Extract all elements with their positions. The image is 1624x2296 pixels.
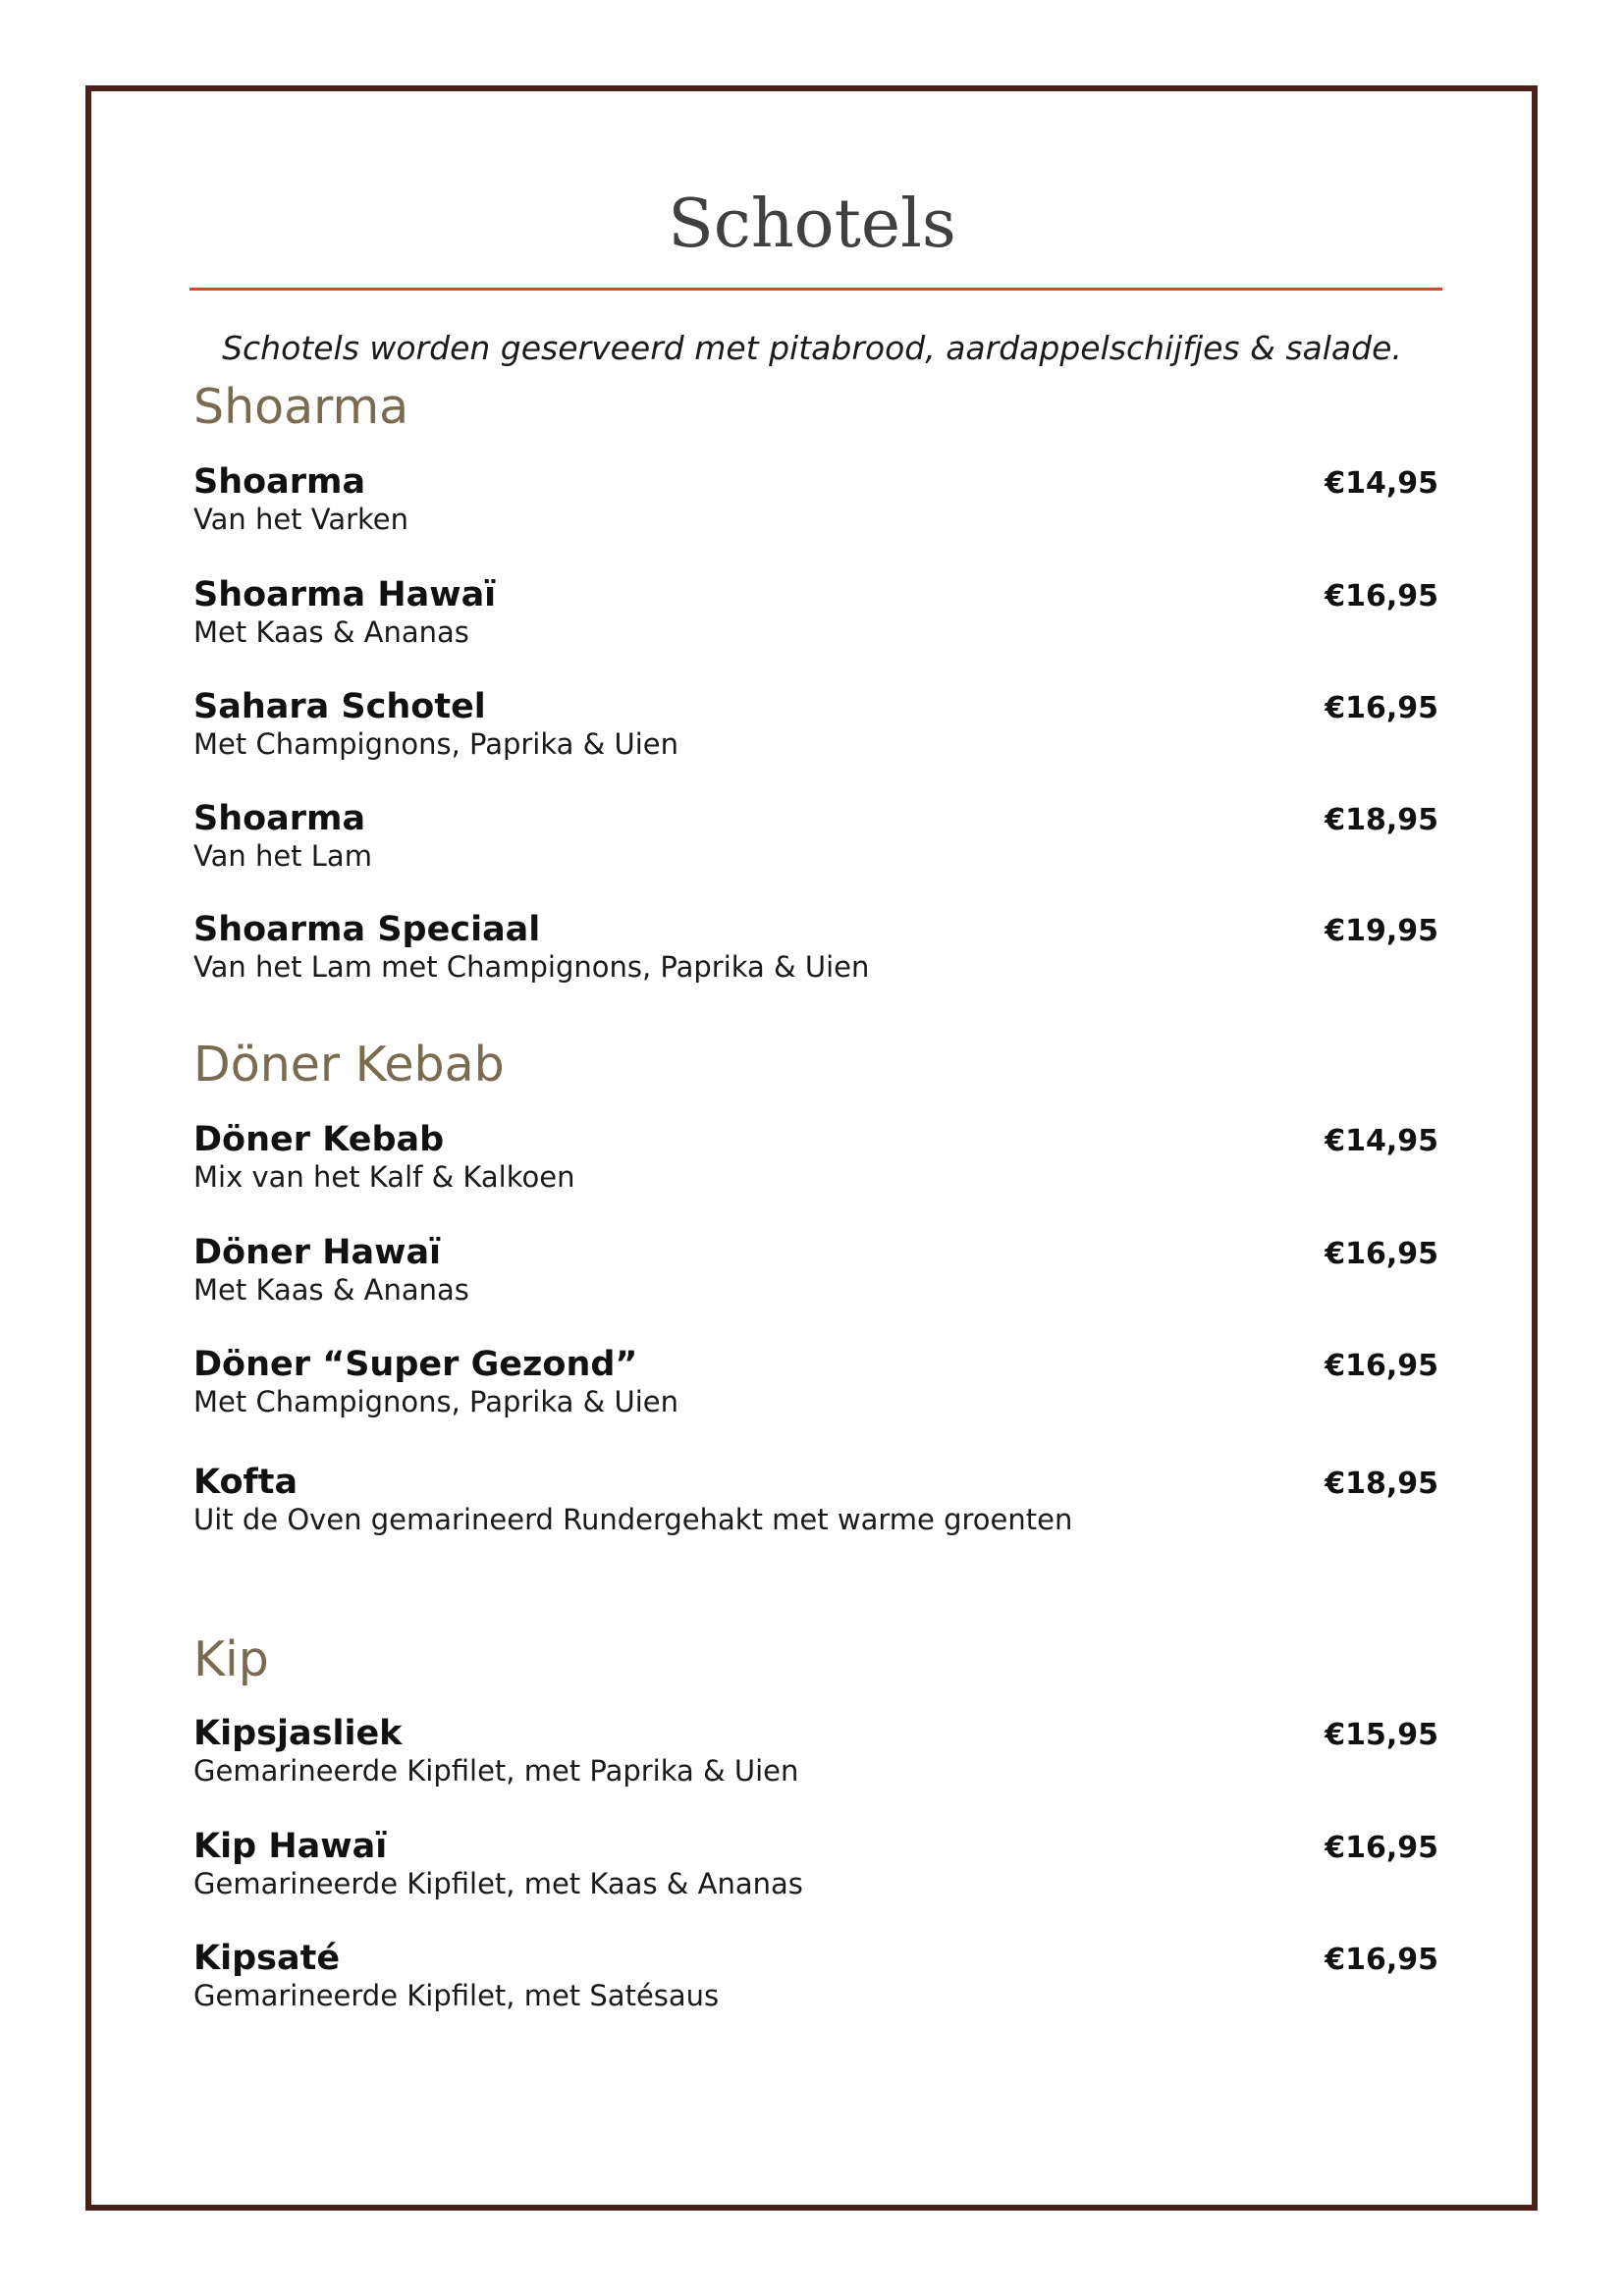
menu-item-name: Sahara Schotel bbox=[193, 687, 486, 726]
menu-item-price: €14,95 bbox=[1325, 1124, 1438, 1158]
menu-item-name: Kipsjasliek bbox=[193, 1714, 403, 1753]
menu-item-name: Shoarma bbox=[193, 799, 366, 838]
menu-item-description: Gemarineerde Kipfilet, met Paprika & Uien bbox=[193, 1754, 799, 1788]
section-title-doner-kebab: Döner Kebab bbox=[193, 1037, 505, 1093]
menu-item-description: Van het Lam met Champignons, Paprika & Uien bbox=[193, 950, 870, 984]
menu-item-price: €15,95 bbox=[1325, 1718, 1438, 1752]
menu-item-name: Döner Hawaï bbox=[193, 1233, 442, 1272]
menu-item-price: €19,95 bbox=[1325, 914, 1438, 948]
menu-item-description: Gemarineerde Kipfilet, met Satésaus bbox=[193, 1979, 720, 2012]
menu-item-price: €16,95 bbox=[1325, 1237, 1438, 1271]
menu-item-description: Mix van het Kalf & Kalkoen bbox=[193, 1160, 575, 1194]
menu-item-description: Met Champignons, Paprika & Uien bbox=[193, 1385, 678, 1418]
menu-item-description: Met Kaas & Ananas bbox=[193, 1273, 469, 1307]
section-title-kip: Kip bbox=[193, 1631, 269, 1687]
menu-item-price: €14,95 bbox=[1325, 466, 1438, 501]
menu-item-name: Shoarma Speciaal bbox=[193, 910, 541, 949]
menu-item-name: Shoarma bbox=[193, 462, 366, 502]
menu-item-description: Uit de Oven gemarineerd Rundergehakt met warme groenten bbox=[193, 1503, 1073, 1536]
menu-item-price: €16,95 bbox=[1325, 1943, 1438, 1977]
menu-item-price: €16,95 bbox=[1325, 1831, 1438, 1865]
menu-item-description: Van het Varken bbox=[193, 503, 409, 536]
menu-item-price: €16,95 bbox=[1325, 1349, 1438, 1383]
menu-item-name: Shoarma Hawaï bbox=[193, 575, 497, 614]
menu-item-description: Met Champignons, Paprika & Uien bbox=[193, 727, 678, 761]
menu-item-name: Kip Hawaï bbox=[193, 1827, 388, 1866]
menu-item-description: Met Kaas & Ananas bbox=[193, 615, 469, 649]
menu-item-price: €16,95 bbox=[1325, 579, 1438, 614]
page-subtitle: Schotels worden geserveerd met pitabrood, aardappelschijfjes & salade. bbox=[222, 329, 1402, 367]
menu-item-description: Van het Lam bbox=[193, 839, 372, 873]
menu-item-price: €18,95 bbox=[1325, 1467, 1438, 1501]
menu-item-price: €18,95 bbox=[1325, 803, 1438, 837]
menu-item-name: Döner “Super Gezond” bbox=[193, 1345, 638, 1384]
section-title-shoarma: Shoarma bbox=[193, 379, 409, 435]
menu-item-name: Kofta bbox=[193, 1463, 298, 1502]
menu-item-price: €16,95 bbox=[1325, 691, 1438, 725]
menu-item-name: Kipsaté bbox=[193, 1939, 341, 1978]
page-title: Schotels bbox=[668, 186, 956, 263]
title-divider bbox=[189, 288, 1442, 291]
menu-item-name: Döner Kebab bbox=[193, 1120, 445, 1159]
menu-item-description: Gemarineerde Kipfilet, met Kaas & Ananas bbox=[193, 1867, 803, 1900]
